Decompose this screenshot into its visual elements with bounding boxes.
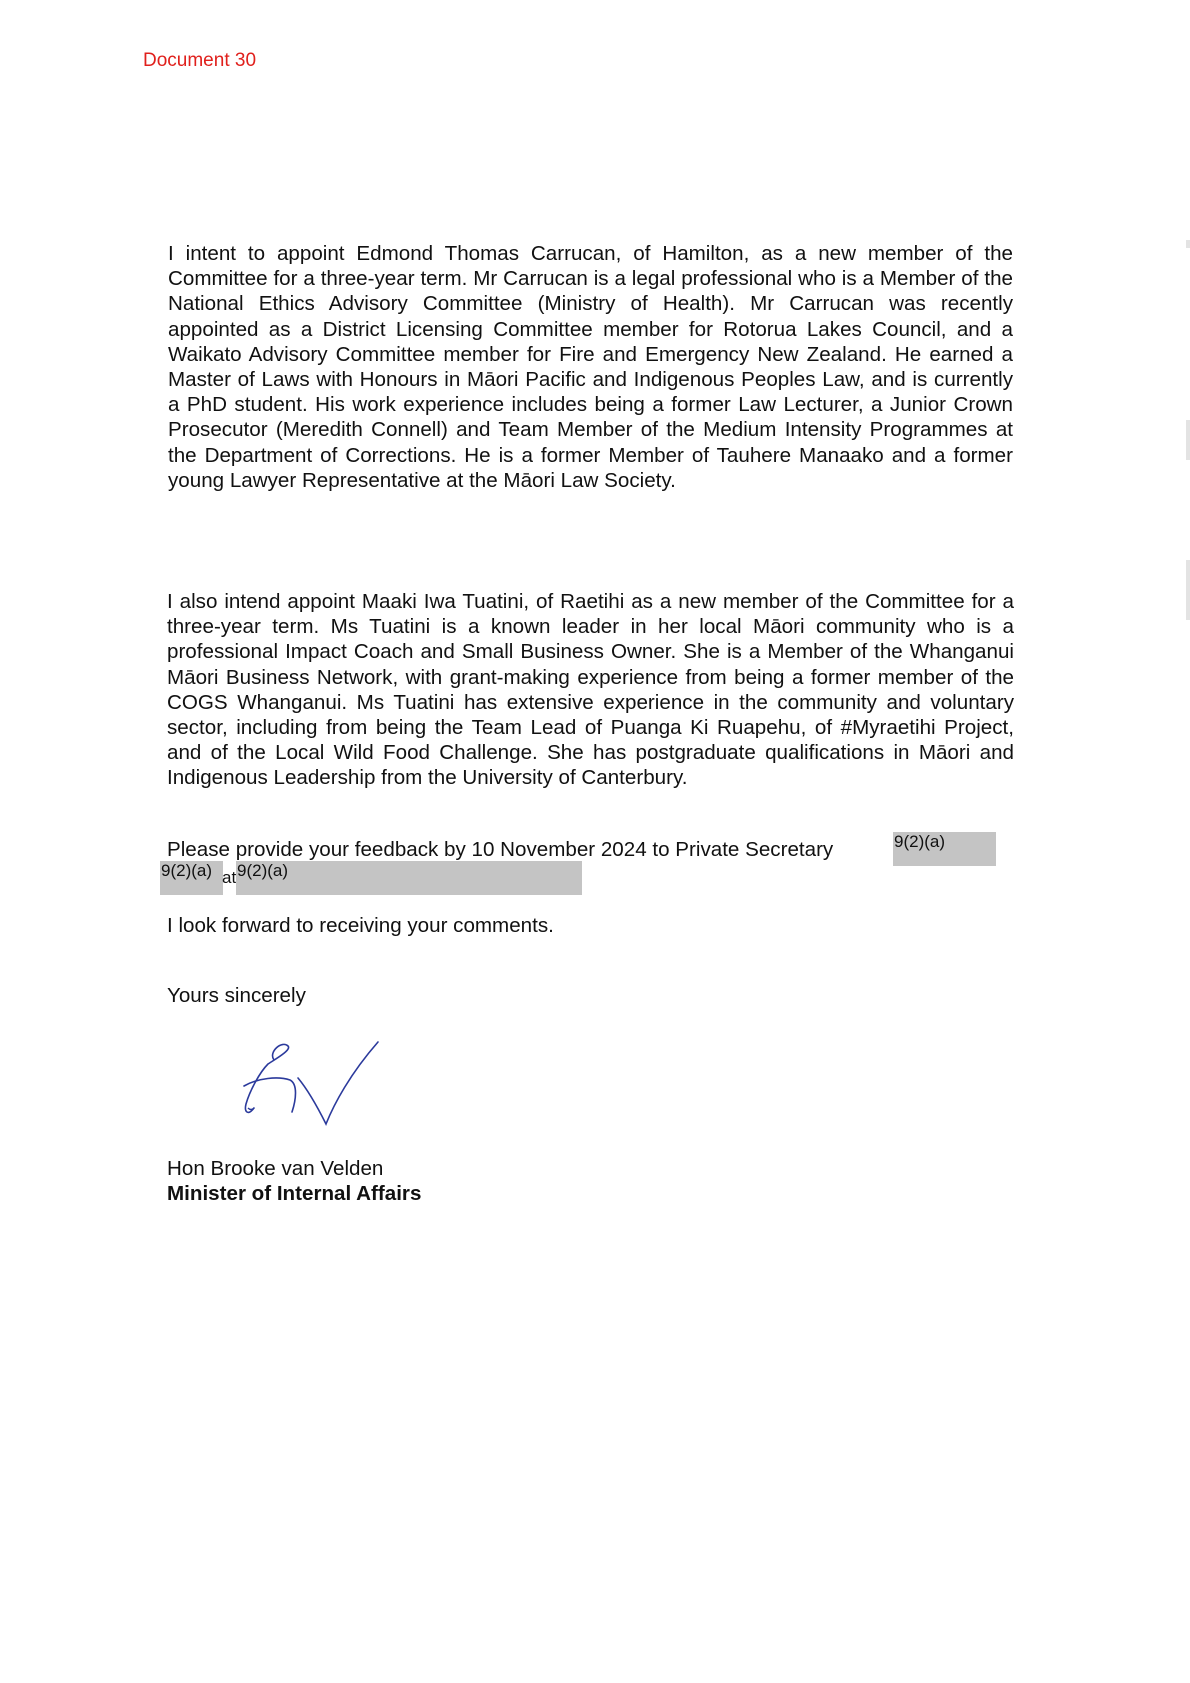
signer-name: Hon Brooke van Velden [167,1157,384,1180]
redaction-gap-text: at [222,868,237,887]
closing-line: I look forward to receiving your comments. [167,914,554,937]
document-number-label: Document 30 [143,50,257,71]
signoff-text: Yours sincerely [167,984,306,1007]
paragraph-appointment-carrucan: I intent to appoint Edmond Thomas Carrucan, of Hamilton, as a new member of the Committee for a three-year term. Mr Carrucan is a legal professional who is a Member of the National Ethics Advisory Committee (Ministry of Health). Mr Carrucan was recently appointed as a District Licensing Committee member for Rotorua Lakes Council, and a Waikato Advisory Committee member for Fire and Emergency New Zealand. He earned a Master of Laws with Honours in Māori Pacific and Indigenous Peoples Law, and is currently a PhD student. His work experience includes being a former Law Lecturer, a Junior Crown Prosecutor (Meredith Connell) and Team Member of the Medium Intensity Programmes at the Department of Corrections. He is a former Member of Tauhere Manaako and a former young Lawyer Representative at the Māori Law Society. [168,242,1013,492]
feedback-request-text: Please provide your feedback by 10 November 2024 to Private Secretary [167,838,834,861]
scan-edge-mark [1186,420,1190,460]
paragraph-appointment-tuatini: I also intend appoint Maaki Iwa Tuatini, of Raetihi as a new member of the Committee for a three-year term. Ms Tuatini is a known leader in her local Māori community who is a professional Impact Coach and Small Business Owner. She is a Member of the Whanganui Māori Business Network, with grant-making experience from being a former member of the COGS Whanganui. Ms Tuatini has extensive experience in the community and voluntary sector, including from being the Team Lead of Puanga Ki Ruapehu, of #Myraetihi Project, and of the Local Wild Food Challenge. She has postgraduate qualifications in Māori and Indigenous Leadership from the University of Canterbury. [167,590,1014,790]
redaction-box: 9(2)(a) [160,861,223,895]
redaction-box: 9(2)(a) [893,832,996,866]
signer-title: Minister of Internal Affairs [167,1182,422,1205]
scan-edge-mark [1186,560,1190,620]
handwritten-signature [238,1038,398,1130]
scan-edge-mark [1186,240,1190,248]
redaction-box: 9(2)(a) [236,861,582,895]
